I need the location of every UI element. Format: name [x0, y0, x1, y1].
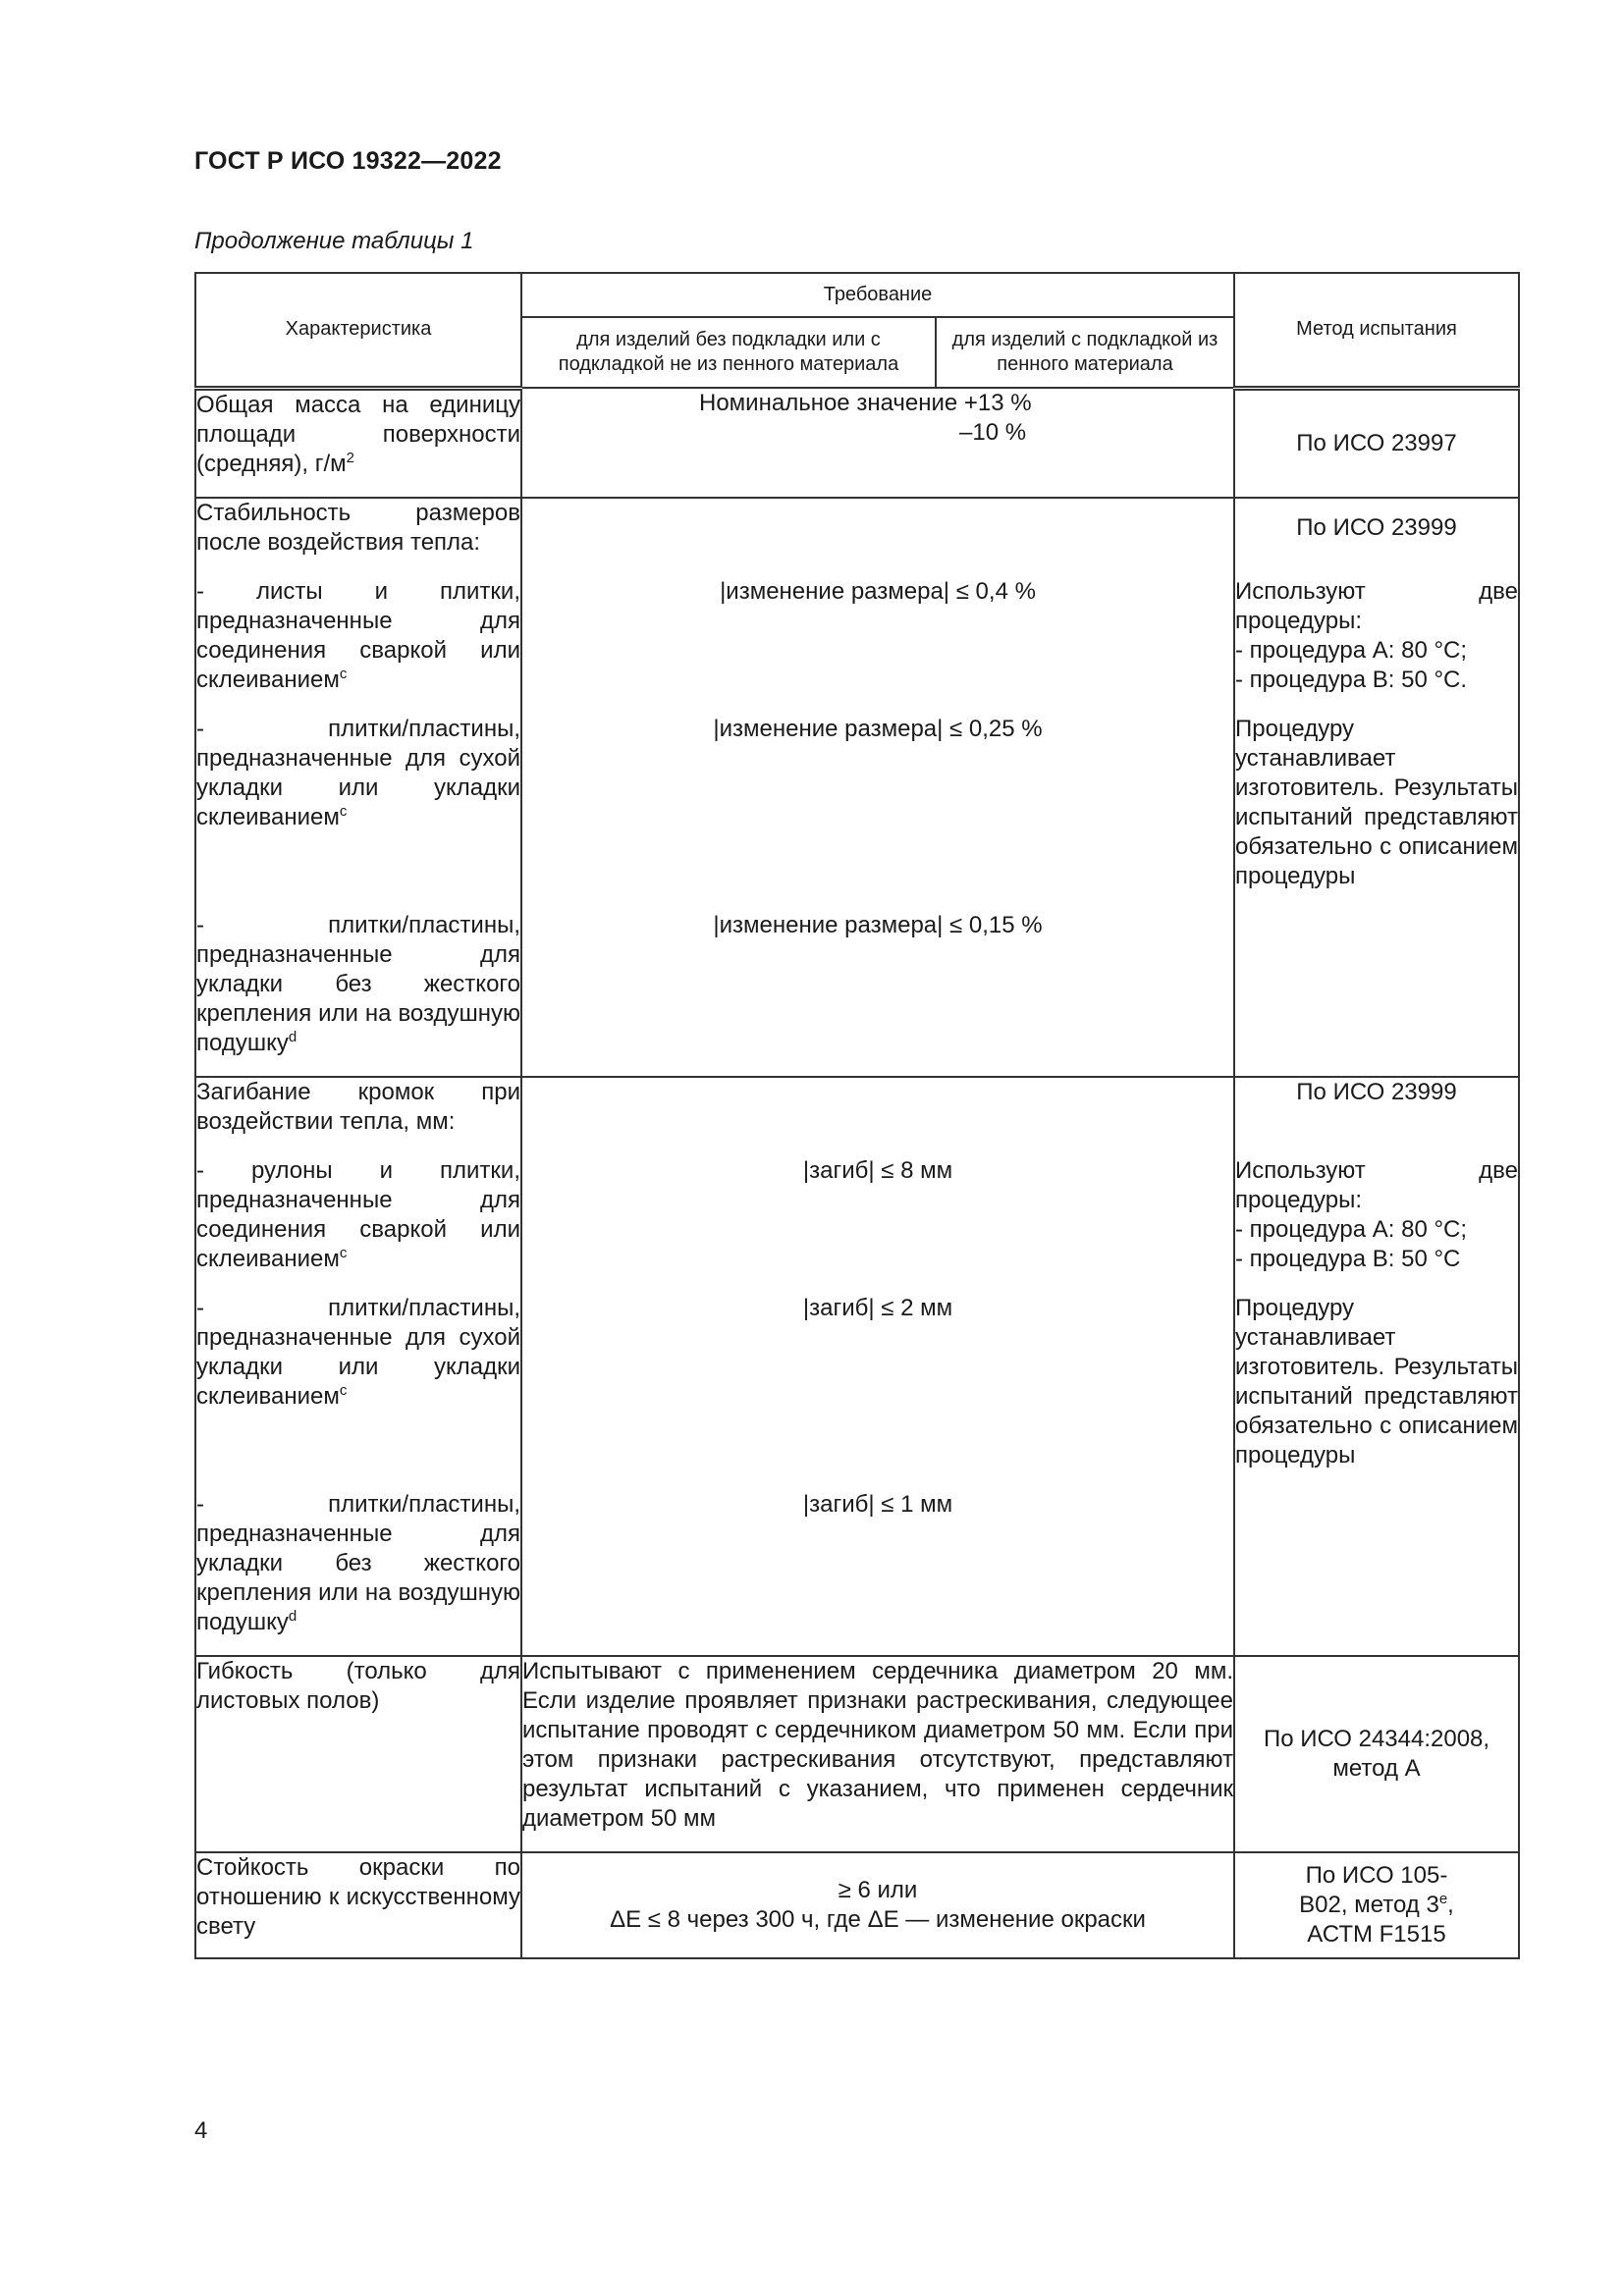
curl-title-method: По ИСО 23999 [1296, 1079, 1457, 1105]
dim-item1-req: |изменение размера| ≤ 0,4 % [720, 578, 1036, 605]
mass-req-line1: Номинальное значение +13 % [699, 390, 1032, 416]
mass-req-line2: –10 % [959, 419, 1027, 446]
dim-item2-req: |изменение размера| ≤ 0,25 % [713, 716, 1043, 742]
dim-item3-sup: d [288, 1029, 298, 1045]
curl-title: Загибание кромок при воздействии тепла, мм: [196, 1079, 520, 1135]
dim-item1-text: - листы и плитки, предназначенные для соединения сваркой или склеиванием [196, 578, 520, 693]
color-method-line1: По ИСО 105- [1305, 1862, 1448, 1889]
color-characteristic: Стойкость окраски по отношению к искусственному свету [195, 1852, 521, 1958]
table-continuation-caption: Продолжение таблицы 1 [194, 228, 474, 254]
header-req-no-foam: для изделий без подкладки или с подкладкой не из пенного материала [521, 317, 936, 388]
dim-title: Стабильность размеров после воздействия тепла: [196, 500, 520, 556]
color-req-line1: ≥ 6 или [838, 1877, 918, 1903]
curl-item1-method: Используют две процедуры: - процедура А: 80 °С; - процедура В: 50 °С [1235, 1157, 1518, 1272]
curl-item1-req: |загиб| ≤ 8 мм [802, 1157, 953, 1184]
header-method: Метод испытания [1234, 273, 1519, 388]
dim-item2-method: Процедуру устанавливает изготовитель. Результаты испытаний представляют обязательно с описанием процедуры [1235, 716, 1518, 889]
header-req-foam: для изделий с подкладкой из пенного материала [936, 317, 1234, 388]
curl-item2-text: - плитки/пластины, предназначенные для сухой укладки или укладки склеиванием [196, 1295, 520, 1410]
color-method-sup: е [1438, 1891, 1448, 1907]
row-dimensional-stability [195, 498, 1519, 1077]
mass-characteristic [195, 388, 521, 498]
dim-item1-sup: c [339, 666, 348, 682]
row-mass [195, 388, 1519, 498]
curl-method [1234, 1077, 1519, 1656]
dim-item2-text: - плитки/пластины, предназначенные для сухой укладки или укладки склеиванием [196, 716, 520, 830]
curl-item3-sup: d [288, 1608, 298, 1625]
header-requirement: Требование [521, 273, 1234, 317]
curl-requirement [521, 1077, 1234, 1656]
mass-requirement [521, 388, 1234, 498]
curl-characteristic [195, 1077, 521, 1656]
dim-method [1234, 498, 1519, 1077]
curl-item1-sup: c [339, 1245, 348, 1261]
curl-item3 [196, 1490, 520, 1637]
flex-method: По ИСО 24344:2008, метод А [1234, 1656, 1519, 1852]
dim-item3-req: |изменение размера| ≤ 0,15 % [713, 912, 1043, 938]
dim-item2-sup: c [339, 803, 348, 820]
requirements-table [194, 272, 1520, 1959]
curl-item2-req: |загиб| ≤ 2 мм [802, 1295, 953, 1321]
curl-item3-req: |загиб| ≤ 1 мм [802, 1491, 953, 1518]
dim-title-method: По ИСО 23999 [1296, 514, 1457, 541]
row-color-fastness [195, 1852, 1519, 1958]
color-method-line2-text: В02, метод 3 [1299, 1892, 1439, 1918]
color-method-line2 [1249, 1891, 1504, 1920]
dim-item3 [196, 911, 520, 1058]
flex-requirement: Испытывают с применением сердечника диаметром 20 мм. Если изделие проявляет признаки растрескивания, следующее испытание проводят с сердечником диаметром 50 мм. Если при этом признаки растрескивания отсутствуют, представляют результат испытаний с указанием, что применен сердечник диаметром 50 мм [521, 1656, 1234, 1852]
mass-char-text: Общая масса на единицу площади поверхности (средняя), г/м [196, 391, 520, 477]
dim-item1 [196, 577, 520, 695]
dim-item3-text: - плитки/пластины, предназначенные для укладки без жесткого крепления или на воздушную подушку [196, 912, 520, 1056]
flex-characteristic: Гибкость (только для листовых полов) [195, 1656, 521, 1852]
curl-item2-sup: c [339, 1382, 348, 1399]
page-number: 4 [194, 2117, 208, 2144]
color-req-line2: ΔE ≤ 8 через 300 ч, где ΔE — изменение окраски [610, 1906, 1146, 1933]
document-code: ГОСТ Р ИСО 19322—2022 [194, 147, 502, 175]
curl-item1-text: - рулоны и плитки, предназначенные для соединения сваркой или склеиванием [196, 1157, 520, 1272]
color-method-line2-comma: , [1447, 1892, 1454, 1918]
dim-item2 [196, 715, 520, 891]
color-method-line3: АСТМ F1515 [1307, 1921, 1446, 1948]
header-characteristic: Характеристика [195, 273, 521, 388]
curl-item2-method: Процедуру устанавливает изготовитель. Результаты испытаний представляют обязательно с описанием процедуры [1235, 1295, 1518, 1468]
color-method [1234, 1852, 1519, 1958]
color-requirement [521, 1852, 1234, 1958]
row-edge-curl [195, 1077, 1519, 1656]
dim-item1-method: Используют две процедуры: - процедура А: 80 °С; - процедура В: 50 °С. [1235, 578, 1518, 693]
row-flexibility [195, 1656, 1519, 1852]
dim-characteristic [195, 498, 521, 1077]
curl-item2 [196, 1294, 520, 1470]
mass-method: По ИСО 23997 [1234, 388, 1519, 498]
dim-requirement [521, 498, 1234, 1077]
curl-item3-text: - плитки/пластины, предназначенные для укладки без жесткого крепления или на воздушную подушку [196, 1491, 520, 1635]
mass-char-sup: 2 [346, 449, 355, 466]
curl-item1 [196, 1156, 520, 1274]
